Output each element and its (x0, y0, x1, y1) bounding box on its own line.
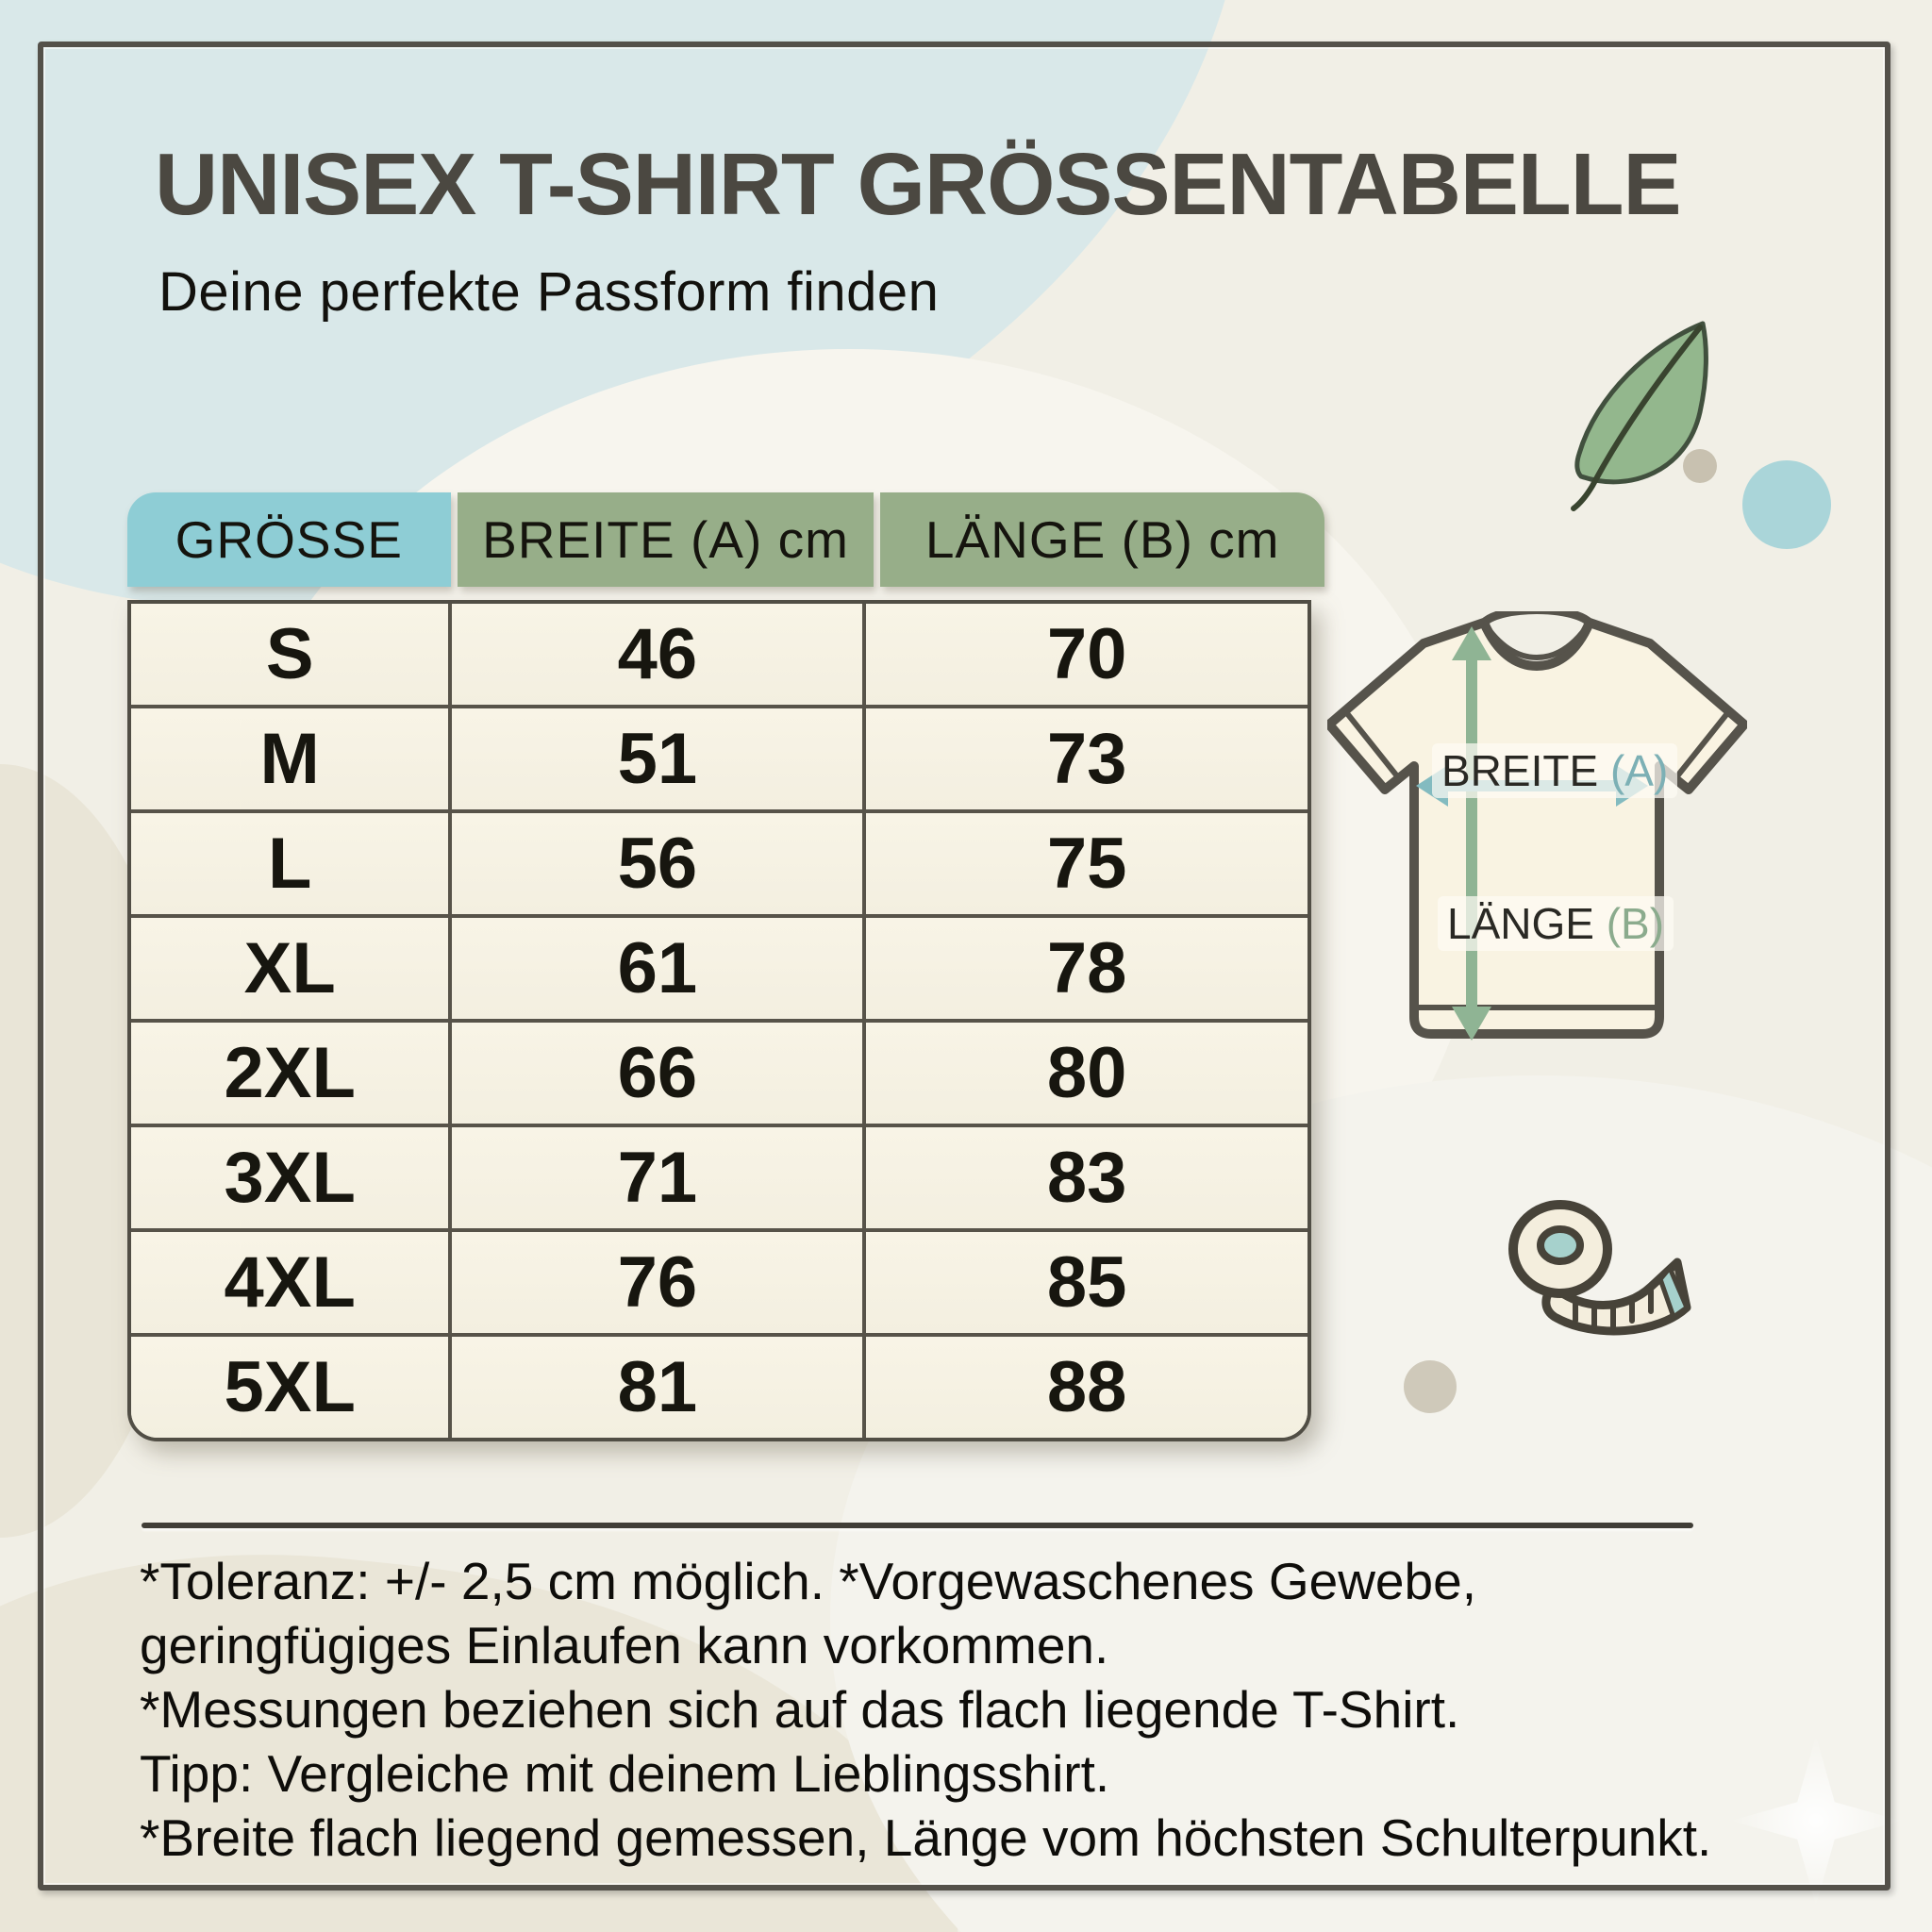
breite-label-text: BREITE (1441, 746, 1599, 795)
laenge-cell: 70 (866, 604, 1307, 705)
footnote-divider (142, 1523, 1693, 1528)
page-subtitle: Deine perfekte Passform finden (158, 261, 940, 323)
laenge-cell: 78 (866, 918, 1307, 1019)
footnote-line: Tipp: Vergleiche mit deinem Lieblingsshirt. (140, 1744, 1110, 1803)
size-cell: 4XL (131, 1232, 452, 1333)
page-title: UNISEX T-SHIRT GRÖSSENTABELLE (155, 135, 1681, 233)
size-cell: L (131, 813, 452, 914)
footnote-line: *Messungen beziehen sich auf das flach liegende T-Shirt. (140, 1680, 1460, 1739)
table-row (131, 708, 1307, 813)
laenge-measure-label (1438, 896, 1674, 951)
tshirt-diagram-icon (1327, 611, 1747, 1043)
size-table-body (127, 600, 1311, 1441)
breite-measure-label (1432, 743, 1677, 798)
size-cell: XL (131, 918, 452, 1019)
footnote-line: *Breite flach liegend gemessen, Länge vom höchsten Schulterpunkt. (140, 1808, 1712, 1867)
table-row (131, 604, 1307, 708)
size-table (127, 492, 1311, 1441)
breite-cell: 71 (452, 1127, 866, 1228)
table-row (131, 918, 1307, 1023)
footnote-line: geringfügiges Einlaufen kann vorkommen. (140, 1616, 1109, 1674)
beige-dot-icon (1404, 1360, 1457, 1413)
laenge-label-text: LÄNGE (1447, 899, 1594, 948)
size-table-header (127, 492, 1311, 587)
breite-cell: 66 (452, 1023, 866, 1124)
laenge-cell: 83 (866, 1127, 1307, 1228)
footnotes (140, 1549, 1875, 1870)
laenge-cell: 80 (866, 1023, 1307, 1124)
column-header-groesse: GRÖSSE (127, 492, 451, 587)
laenge-cell: 73 (866, 708, 1307, 809)
beige-dot-icon (1683, 449, 1717, 483)
footnote-line: *Toleranz: +/- 2,5 cm möglich. *Vorgewaschenes Gewebe, (140, 1552, 1476, 1610)
blue-circle-icon (1742, 460, 1831, 549)
table-row (131, 1023, 1307, 1127)
table-row (131, 1337, 1307, 1438)
size-cell: 5XL (131, 1337, 452, 1438)
table-row (131, 1232, 1307, 1337)
measuring-tape-icon (1502, 1196, 1695, 1336)
laenge-cell: 75 (866, 813, 1307, 914)
breite-cell: 76 (452, 1232, 866, 1333)
laenge-ref-letter: (B) (1606, 899, 1665, 948)
breite-cell: 56 (452, 813, 866, 914)
leaf-icon (1557, 316, 1726, 514)
laenge-cell: 88 (866, 1337, 1307, 1438)
size-cell: 2XL (131, 1023, 452, 1124)
table-row (131, 813, 1307, 918)
breite-ref-letter: (A) (1609, 746, 1669, 795)
laenge-cell: 85 (866, 1232, 1307, 1333)
column-header-laenge: LÄNGE (B) cm (880, 492, 1324, 587)
breite-cell: 61 (452, 918, 866, 1019)
size-cell: M (131, 708, 452, 809)
table-row (131, 1127, 1307, 1232)
breite-cell: 51 (452, 708, 866, 809)
size-cell: S (131, 604, 452, 705)
breite-cell: 81 (452, 1337, 866, 1438)
column-header-breite: BREITE (A) cm (458, 492, 874, 587)
breite-cell: 46 (452, 604, 866, 705)
size-cell: 3XL (131, 1127, 452, 1228)
